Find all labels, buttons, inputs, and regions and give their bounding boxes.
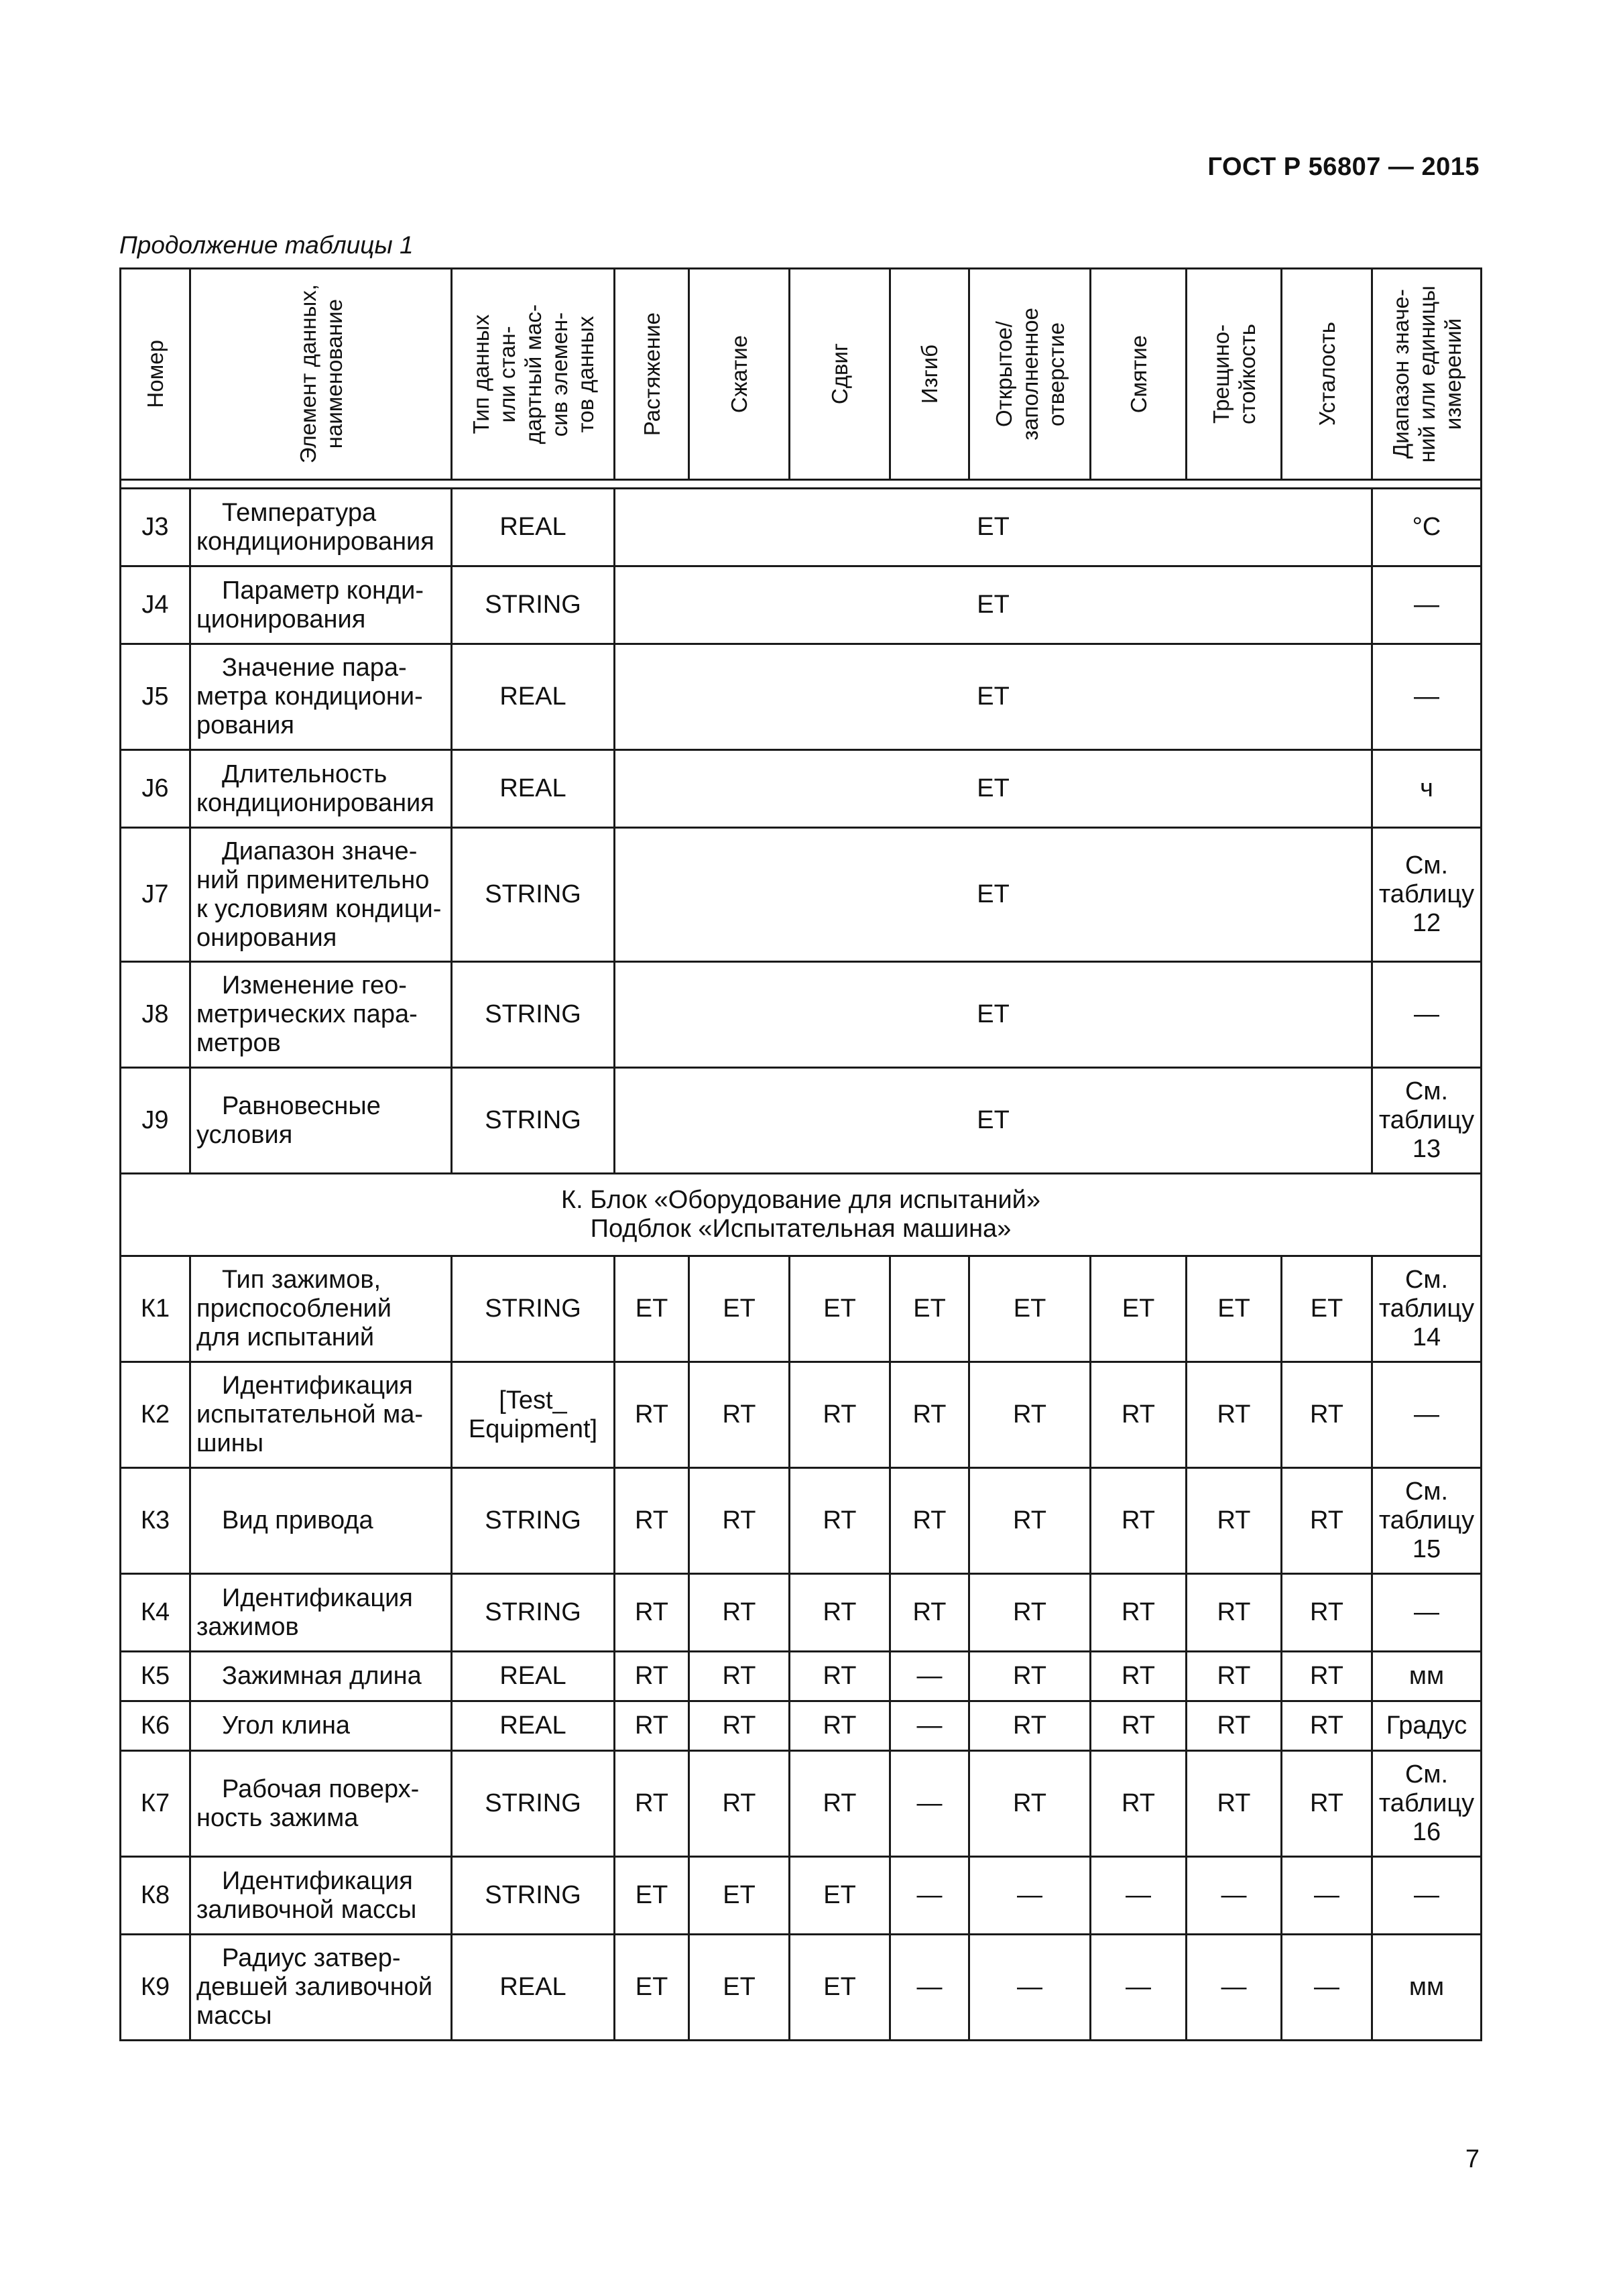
row-unit: — xyxy=(1372,1574,1482,1652)
row-element-name: Значение пара- метра кондициони- рования xyxy=(190,644,452,750)
row-test-value: RT xyxy=(1187,1751,1282,1857)
row-test-value: RT xyxy=(969,1468,1091,1574)
row-test-value: RT xyxy=(790,1652,890,1701)
row-test-value: RT xyxy=(689,1652,790,1701)
row-number: К2 xyxy=(121,1362,190,1468)
row-test-value: RT xyxy=(615,1468,689,1574)
table-row xyxy=(121,1857,1482,1935)
row-data-type: STRING xyxy=(452,828,615,962)
row-test-value: RT xyxy=(969,1574,1091,1652)
table-row xyxy=(121,1362,1482,1468)
row-element-name: Рабочая поверх- ность зажима xyxy=(190,1751,452,1857)
row-test-value: RT xyxy=(1282,1751,1372,1857)
table-row xyxy=(121,489,1482,566)
row-test-value: RT xyxy=(1282,1468,1372,1574)
row-test-types-merged: ET xyxy=(615,644,1372,750)
document-standard-header: ГОСТ Р 56807 — 2015 xyxy=(1207,153,1480,181)
row-element-name: Диапазон значе- ний применительно к условиям кондици- онирования xyxy=(190,828,452,962)
table-row xyxy=(121,1652,1482,1701)
table-row xyxy=(121,750,1482,828)
data-table-container xyxy=(119,267,1480,2041)
row-unit: — xyxy=(1372,962,1482,1068)
row-number: J7 xyxy=(121,828,190,962)
row-test-value: — xyxy=(890,1652,969,1701)
row-test-value: RT xyxy=(615,1701,689,1751)
row-test-value: RT xyxy=(1091,1701,1187,1751)
row-element-name: Идентификация испытательной ма- шины xyxy=(190,1362,452,1468)
row-data-type: STRING xyxy=(452,1468,615,1574)
row-test-value: RT xyxy=(790,1468,890,1574)
table-row xyxy=(121,1701,1482,1751)
row-data-type: STRING xyxy=(452,1574,615,1652)
column-header-label: Сдвиг xyxy=(827,343,852,405)
row-test-value: — xyxy=(1282,1935,1372,2041)
row-test-value: RT xyxy=(1091,1751,1187,1857)
row-test-value: ET xyxy=(689,1857,790,1935)
row-data-type: STRING xyxy=(452,1256,615,1362)
header-separator-cell xyxy=(121,480,1482,489)
row-test-value: RT xyxy=(1091,1574,1187,1652)
row-test-value: RT xyxy=(615,1751,689,1857)
row-test-value: — xyxy=(1091,1857,1187,1935)
table-caption: Продолжение таблицы 1 xyxy=(119,231,414,259)
row-test-value: RT xyxy=(1091,1468,1187,1574)
column-header xyxy=(689,269,790,480)
row-data-type: STRING xyxy=(452,962,615,1068)
row-test-value: ET xyxy=(1187,1256,1282,1362)
row-test-value: — xyxy=(890,1857,969,1935)
row-test-types-merged: ET xyxy=(615,489,1372,566)
row-number: J3 xyxy=(121,489,190,566)
row-test-value: RT xyxy=(689,1362,790,1468)
header-row xyxy=(121,269,1482,480)
row-unit: — xyxy=(1372,1362,1482,1468)
row-test-value: RT xyxy=(890,1574,969,1652)
row-test-value: RT xyxy=(790,1701,890,1751)
row-test-types-merged: ET xyxy=(615,828,1372,962)
row-unit: — xyxy=(1372,566,1482,644)
row-test-value: RT xyxy=(1187,1574,1282,1652)
row-test-value: ET xyxy=(890,1256,969,1362)
row-unit: См. таблицу 16 xyxy=(1372,1751,1482,1857)
row-unit: См. таблицу 13 xyxy=(1372,1068,1482,1174)
row-test-value: RT xyxy=(689,1468,790,1574)
row-element-name: Идентификация зажимов xyxy=(190,1574,452,1652)
row-number: К6 xyxy=(121,1701,190,1751)
table-row xyxy=(121,1468,1482,1574)
row-test-value: — xyxy=(969,1857,1091,1935)
column-header-label: Смятие xyxy=(1126,335,1151,414)
row-test-value: — xyxy=(1187,1935,1282,2041)
row-test-value: ET xyxy=(790,1857,890,1935)
row-test-types-merged: ET xyxy=(615,750,1372,828)
column-header xyxy=(615,269,689,480)
row-test-value: — xyxy=(890,1701,969,1751)
column-header xyxy=(452,269,615,480)
row-test-value: RT xyxy=(1282,1652,1372,1701)
row-data-type: REAL xyxy=(452,1652,615,1701)
column-header xyxy=(190,269,452,480)
row-test-value: RT xyxy=(1091,1362,1187,1468)
row-test-value: ET xyxy=(1282,1256,1372,1362)
table-row xyxy=(121,566,1482,644)
column-header xyxy=(121,269,190,480)
row-test-value: RT xyxy=(615,1362,689,1468)
row-number: J5 xyxy=(121,644,190,750)
row-element-name: Равновесные условия xyxy=(190,1068,452,1174)
row-element-name: Вид привода xyxy=(190,1468,452,1574)
row-test-value: — xyxy=(969,1935,1091,2041)
row-test-value: — xyxy=(1091,1935,1187,2041)
row-data-type: REAL xyxy=(452,644,615,750)
row-number: J6 xyxy=(121,750,190,828)
row-number: J9 xyxy=(121,1068,190,1174)
row-unit: ч xyxy=(1372,750,1482,828)
row-test-value: RT xyxy=(1282,1362,1372,1468)
row-test-value: RT xyxy=(1282,1701,1372,1751)
row-number: J4 xyxy=(121,566,190,644)
row-test-value: RT xyxy=(790,1362,890,1468)
row-unit: См. таблицу 14 xyxy=(1372,1256,1482,1362)
row-unit: °C xyxy=(1372,489,1482,566)
row-unit: мм xyxy=(1372,1935,1482,2041)
row-test-value: — xyxy=(890,1751,969,1857)
column-header-label: Трещино- стойкость xyxy=(1208,324,1260,424)
row-number: К8 xyxy=(121,1857,190,1935)
row-test-value: RT xyxy=(1187,1468,1282,1574)
row-element-name: Угол клина xyxy=(190,1701,452,1751)
column-header-label: Открытое/ заполненное отверстие xyxy=(991,308,1069,440)
row-element-name: Идентификация заливочной массы xyxy=(190,1857,452,1935)
row-test-value: RT xyxy=(969,1701,1091,1751)
row-test-value: RT xyxy=(890,1468,969,1574)
row-test-value: — xyxy=(1187,1857,1282,1935)
column-header xyxy=(890,269,969,480)
row-element-name: Температура кондиционирования xyxy=(190,489,452,566)
block-heading: К. Блок «Оборудование для испытаний» Подблок «Испытательная машина» xyxy=(121,1174,1482,1256)
column-header xyxy=(1091,269,1187,480)
page-number: 7 xyxy=(1465,2145,1480,2173)
row-data-type: REAL xyxy=(452,1935,615,2041)
row-test-types-merged: ET xyxy=(615,566,1372,644)
row-test-value: RT xyxy=(969,1362,1091,1468)
row-test-value: RT xyxy=(969,1751,1091,1857)
row-data-type: REAL xyxy=(452,750,615,828)
row-test-value: — xyxy=(890,1935,969,2041)
row-test-value: ET xyxy=(615,1857,689,1935)
table-row xyxy=(121,828,1482,962)
row-number: К5 xyxy=(121,1652,190,1701)
row-data-type: REAL xyxy=(452,489,615,566)
row-number: К3 xyxy=(121,1468,190,1574)
column-header xyxy=(1282,269,1372,480)
row-data-type: STRING xyxy=(452,1068,615,1174)
table-row xyxy=(121,1574,1482,1652)
table-header xyxy=(121,269,1482,480)
row-test-types-merged: ET xyxy=(615,1068,1372,1174)
row-test-value: ET xyxy=(615,1256,689,1362)
row-test-value: RT xyxy=(615,1652,689,1701)
row-test-value: ET xyxy=(790,1935,890,2041)
column-header-label: Диапазон значе- ний или единицы измерений xyxy=(1388,285,1465,463)
row-unit: — xyxy=(1372,1857,1482,1935)
row-test-value: RT xyxy=(1187,1701,1282,1751)
row-element-name: Тип зажимов, приспособлений для испытаний xyxy=(190,1256,452,1362)
column-header xyxy=(1187,269,1282,480)
table-row xyxy=(121,1068,1482,1174)
row-data-type: [Test_ Equipment] xyxy=(452,1362,615,1468)
row-test-value: RT xyxy=(615,1574,689,1652)
row-test-value: RT xyxy=(790,1574,890,1652)
row-number: К7 xyxy=(121,1751,190,1857)
row-number: К9 xyxy=(121,1935,190,2041)
column-header-label: Тип данных или стан- дартный мас- сив элемен- тов данных xyxy=(468,304,598,444)
row-test-types-merged: ET xyxy=(615,962,1372,1068)
row-element-name: Зажимная длина xyxy=(190,1652,452,1701)
row-element-name: Изменение гео- метрических пара- метров xyxy=(190,962,452,1068)
header-separator xyxy=(121,480,1482,489)
row-test-value: ET xyxy=(689,1256,790,1362)
row-unit: См. таблицу 12 xyxy=(1372,828,1482,962)
column-header xyxy=(790,269,890,480)
row-test-value: RT xyxy=(689,1751,790,1857)
row-test-value: RT xyxy=(1187,1362,1282,1468)
row-test-value: RT xyxy=(1091,1652,1187,1701)
row-test-value: — xyxy=(1282,1857,1372,1935)
row-test-value: ET xyxy=(689,1935,790,2041)
row-test-value: RT xyxy=(1187,1652,1282,1701)
table-row xyxy=(121,962,1482,1068)
row-test-value: RT xyxy=(689,1701,790,1751)
row-test-value: RT xyxy=(969,1652,1091,1701)
row-data-type: REAL xyxy=(452,1701,615,1751)
row-number: J8 xyxy=(121,962,190,1068)
row-data-type: STRING xyxy=(452,566,615,644)
row-data-type: STRING xyxy=(452,1857,615,1935)
row-unit: См. таблицу 15 xyxy=(1372,1468,1482,1574)
row-element-name: Параметр конди- ционирования xyxy=(190,566,452,644)
row-test-value: ET xyxy=(615,1935,689,2041)
row-unit: — xyxy=(1372,644,1482,750)
column-header-label: Усталость xyxy=(1314,322,1339,426)
table-row xyxy=(121,1751,1482,1857)
column-header xyxy=(969,269,1091,480)
table-row xyxy=(121,644,1482,750)
block-heading-row xyxy=(121,1174,1482,1256)
row-number: К4 xyxy=(121,1574,190,1652)
row-test-value: ET xyxy=(790,1256,890,1362)
table-row xyxy=(121,1935,1482,2041)
row-test-value: RT xyxy=(1282,1574,1372,1652)
row-test-value: ET xyxy=(969,1256,1091,1362)
row-test-value: RT xyxy=(890,1362,969,1468)
column-header-label: Сжатие xyxy=(727,335,752,414)
row-unit: мм xyxy=(1372,1652,1482,1701)
column-header-label: Номер xyxy=(143,340,168,408)
row-test-value: RT xyxy=(790,1751,890,1857)
row-unit: Градус xyxy=(1372,1701,1482,1751)
column-header xyxy=(1372,269,1482,480)
column-header-label: Изгиб xyxy=(917,344,942,404)
row-test-value: RT xyxy=(689,1574,790,1652)
row-element-name: Длительность кондиционирования xyxy=(190,750,452,828)
table-body xyxy=(121,480,1482,2041)
table-row xyxy=(121,1256,1482,1362)
row-element-name: Радиус затвер- девшей заливочной массы xyxy=(190,1935,452,2041)
column-header-label: Растяжение xyxy=(639,312,664,436)
row-number: К1 xyxy=(121,1256,190,1362)
row-data-type: STRING xyxy=(452,1751,615,1857)
data-table xyxy=(119,267,1482,2041)
column-header-label: Элемент данных, наименование xyxy=(295,284,347,464)
row-test-value: ET xyxy=(1091,1256,1187,1362)
